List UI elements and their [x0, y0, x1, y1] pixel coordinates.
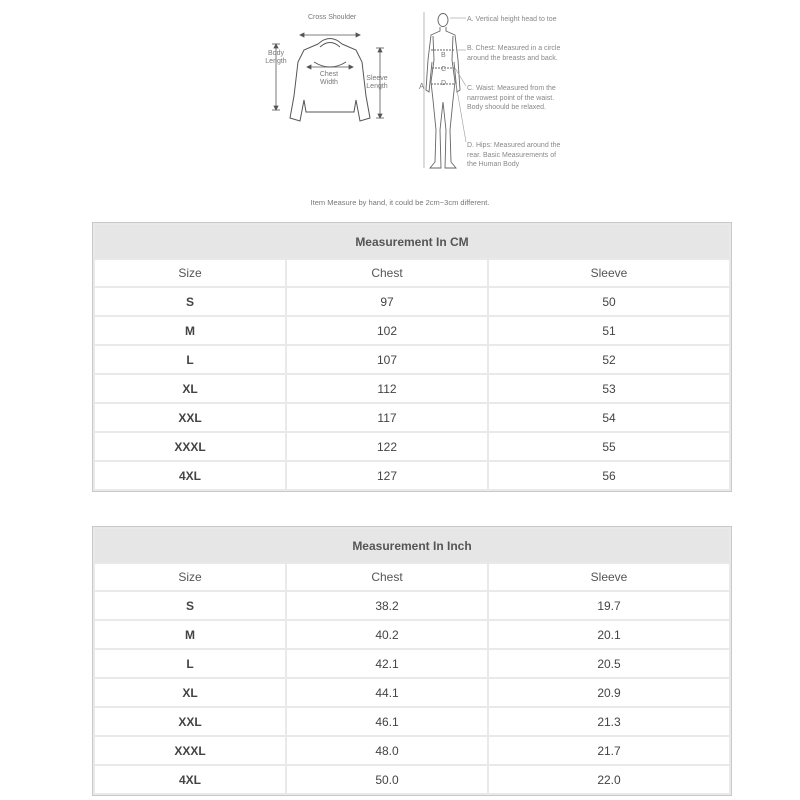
point-label-b: B	[441, 52, 446, 59]
size-table-cm	[92, 222, 732, 492]
table-row	[95, 708, 729, 735]
column-header-chest: Chest	[287, 564, 487, 590]
table-row	[95, 462, 729, 489]
chest-cell: 48.0	[287, 737, 487, 764]
column-header-size: Size	[95, 260, 285, 286]
column-header-sleeve: Sleeve	[489, 564, 729, 590]
chest-cell: 127	[287, 462, 487, 489]
measurement-note: Item Measure by hand, it could be 2cm~3cm different.	[310, 198, 490, 207]
column-header-chest: Chest	[287, 260, 487, 286]
table-row	[95, 679, 729, 706]
cross-shoulder-arrow	[300, 33, 360, 37]
sleeve-cell: 20.1	[489, 621, 729, 648]
legend-item-c: C. Waist: Measured from the narrowest point of the waist. Body shoould be relaxed.	[467, 85, 556, 111]
table-row	[95, 317, 729, 344]
size-cell: L	[95, 650, 285, 677]
table-row	[95, 288, 729, 315]
measurement-diagram	[0, 0, 800, 215]
sleeve-cell: 19.7	[489, 592, 729, 619]
human-figure-illustration	[424, 12, 460, 168]
sleeve-cell: 53	[489, 375, 729, 402]
size-cell: XXL	[95, 708, 285, 735]
body-length-label: Body Length	[265, 50, 287, 65]
size-cell: M	[95, 621, 285, 648]
garment-and-body-illustration	[0, 0, 800, 215]
sleeve-cell: 50	[489, 288, 729, 315]
sleeve-cell: 22.0	[489, 766, 729, 793]
size-cell: S	[95, 592, 285, 619]
chest-cell: 40.2	[287, 621, 487, 648]
legend-item-a: A. Vertical height head to toe	[467, 16, 557, 23]
table-row	[95, 404, 729, 431]
table-row	[95, 592, 729, 619]
cross-shoulder-label: Cross Shoulder	[308, 14, 357, 21]
table-row	[95, 375, 729, 402]
size-cell: 4XL	[95, 766, 285, 793]
size-cell: L	[95, 346, 285, 373]
table-title: Measurement In Inch	[95, 529, 729, 562]
chest-cell: 38.2	[287, 592, 487, 619]
point-label-d: D	[441, 80, 447, 87]
table-row	[95, 650, 729, 677]
sleeve-cell: 55	[489, 433, 729, 460]
chest-cell: 46.1	[287, 708, 487, 735]
legend-item-b: B. Chest: Measured in a circle around the breasts and back.	[467, 45, 561, 62]
chest-cell: 44.1	[287, 679, 487, 706]
chest-cell: 107	[287, 346, 487, 373]
sleeve-cell: 54	[489, 404, 729, 431]
size-cell: S	[95, 288, 285, 315]
chest-cell: 50.0	[287, 766, 487, 793]
size-cell: XL	[95, 375, 285, 402]
size-cell: 4XL	[95, 462, 285, 489]
sleeve-cell: 52	[489, 346, 729, 373]
table-row	[95, 346, 729, 373]
table-row	[95, 621, 729, 648]
sleeve-cell: 56	[489, 462, 729, 489]
size-cell: XL	[95, 679, 285, 706]
point-label-a: A	[419, 82, 425, 91]
chest-cell: 117	[287, 404, 487, 431]
table-row	[95, 433, 729, 460]
size-cell: XXL	[95, 404, 285, 431]
table-title: Measurement In CM	[95, 225, 729, 258]
sleeve-length-label: Sleeve Length	[366, 75, 388, 90]
legend-pointers	[450, 18, 466, 142]
size-cell: XXXL	[95, 737, 285, 764]
table-row	[95, 737, 729, 764]
size-table-inch	[92, 526, 732, 796]
chest-width-arrow	[307, 65, 353, 69]
chest-cell: 102	[287, 317, 487, 344]
size-cell: XXXL	[95, 433, 285, 460]
sleeve-cell: 51	[489, 317, 729, 344]
legend-item-d: D. Hips: Measured around the rear. Basic Measurements of the Human Body	[467, 142, 561, 168]
point-label-c: C	[441, 66, 447, 73]
size-cell: M	[95, 317, 285, 344]
chest-width-label: Chest Width	[319, 71, 339, 86]
chest-cell: 122	[287, 433, 487, 460]
table-row	[95, 766, 729, 793]
sleeve-cell: 21.7	[489, 737, 729, 764]
chest-cell: 42.1	[287, 650, 487, 677]
sleeve-cell: 20.9	[489, 679, 729, 706]
chest-cell: 97	[287, 288, 487, 315]
sleeve-cell: 21.3	[489, 708, 729, 735]
column-header-size: Size	[95, 564, 285, 590]
chest-cell: 112	[287, 375, 487, 402]
sleeve-cell: 20.5	[489, 650, 729, 677]
column-header-sleeve: Sleeve	[489, 260, 729, 286]
